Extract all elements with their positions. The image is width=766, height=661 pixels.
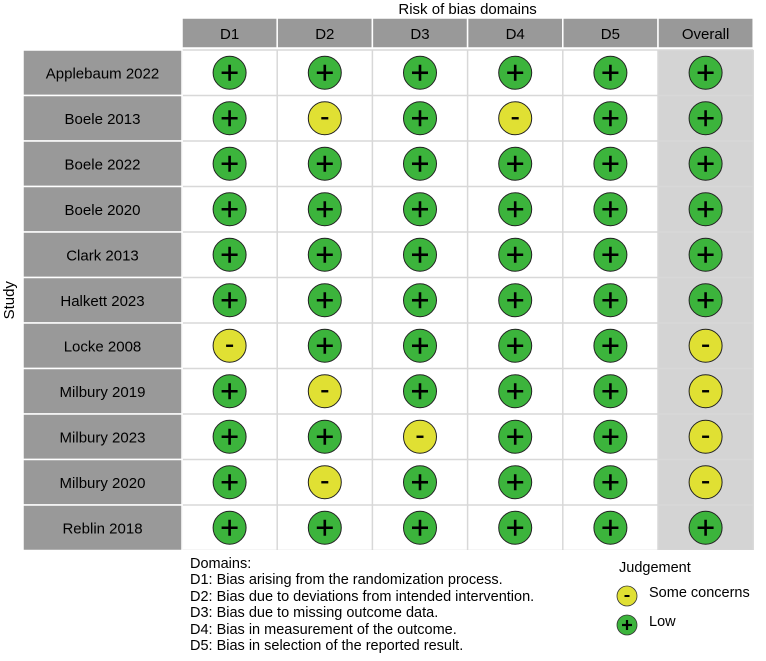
study-label-milbury-2019: Milbury 2019 — [59, 383, 146, 401]
column-header-label-d3: D3 — [410, 26, 430, 43]
study-label-reblin-2018: Reblin 2018 — [62, 520, 143, 538]
domain-d1-description: D1: Bias arising from the randomization process. — [190, 572, 503, 589]
legend-label-some-concerns: Some concerns — [649, 585, 750, 601]
study-label-halkett-2023: Halkett 2023 — [60, 292, 145, 310]
judgement-legend-title: Judgement — [619, 560, 691, 576]
domain-d2-description: D2: Bias due to deviations from intended intervention. — [190, 588, 535, 605]
study-label-boele-2013: Boele 2013 — [64, 110, 141, 128]
column-header-label-d2: D2 — [315, 26, 335, 43]
domain-d3-description: D3: Bias due to missing outcome data. — [190, 605, 439, 622]
study-label-applebaum-2022: Applebaum 2022 — [45, 65, 160, 83]
domain-d4-description: D4: Bias in measurement of the outcome. — [190, 621, 457, 638]
chart-title: Risk of bias domains — [398, 1, 537, 18]
study-label-locke-2008: Locke 2008 — [63, 338, 142, 356]
domains-legend — [190, 556, 534, 654]
low-icon — [615, 613, 639, 637]
column-header-label-d1: D1 — [220, 26, 240, 43]
column-header-label-d5: D5 — [600, 26, 620, 43]
y-axis-label: Study — [1, 281, 18, 320]
column-header-label-d4: D4 — [505, 26, 525, 43]
study-label-milbury-2023: Milbury 2023 — [59, 429, 146, 447]
domain-d5-description: D5: Bias in selection of the reported result. — [190, 638, 464, 655]
study-label-clark-2013: Clark 2013 — [66, 247, 139, 265]
some-concerns-icon — [615, 584, 639, 608]
study-label-boele-2022: Boele 2022 — [64, 156, 141, 174]
study-label-milbury-2020: Milbury 2020 — [59, 474, 146, 492]
domains-title: Domains: — [190, 556, 252, 572]
legend-label-low: Low — [649, 614, 676, 630]
study-label-boele-2020: Boele 2020 — [64, 201, 141, 219]
column-header-label-overall: Overall — [681, 26, 730, 43]
